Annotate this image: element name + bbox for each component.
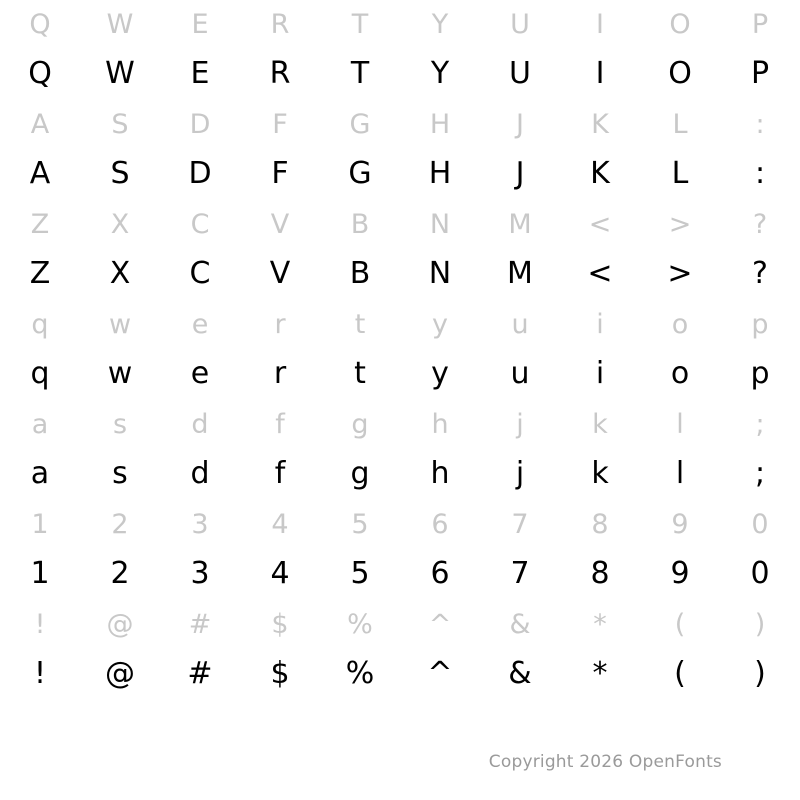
glyph-cell: J	[515, 156, 525, 191]
glyph-cell: l	[676, 408, 684, 440]
glyph-row-ghost	[0, 500, 800, 548]
glyph-cell: D	[189, 108, 211, 140]
glyph-cell: Q	[28, 56, 52, 91]
glyph-cell: g	[350, 456, 370, 491]
glyph-cell: R	[269, 56, 291, 91]
glyph-cell: 7	[510, 556, 530, 591]
glyph-cell: (	[674, 608, 686, 640]
glyph-cell: p	[751, 308, 769, 340]
glyph-cell: F	[272, 108, 288, 140]
glyph-cell: S	[110, 156, 130, 191]
glyph-cell: I	[595, 56, 605, 91]
glyph-cell: C	[189, 256, 211, 291]
glyph-cell: a	[31, 408, 49, 440]
glyph-cell: 2	[110, 556, 130, 591]
glyph-cell: !	[33, 656, 47, 691]
glyph-cell: ^	[428, 608, 452, 640]
glyph-cell: K	[590, 156, 610, 191]
glyph-cell: C	[190, 208, 210, 240]
glyph-cell: U	[509, 56, 531, 91]
glyph-cell: %	[347, 608, 373, 640]
glyph-cell: A	[30, 108, 50, 140]
glyph-cell: y	[432, 308, 448, 340]
glyph-cell: 0	[751, 508, 769, 540]
glyph-cell: e	[190, 356, 210, 391]
glyph-cell: 6	[430, 556, 450, 591]
glyph-cell: <	[587, 256, 613, 291]
glyph-cell: $	[271, 608, 289, 640]
glyph-cell: u	[511, 308, 529, 340]
glyph-cell: 4	[270, 556, 290, 591]
glyph-cell: ^	[427, 656, 453, 691]
glyph-cell: :	[755, 108, 765, 140]
glyph-cell: H	[428, 156, 452, 191]
glyph-cell: 6	[431, 508, 449, 540]
glyph-cell: T	[350, 56, 370, 91]
glyph-cell: k	[592, 408, 608, 440]
glyph-cell: j	[516, 408, 524, 440]
glyph-cell: N	[429, 208, 451, 240]
glyph-row-main	[0, 548, 800, 600]
glyph-cell: q	[30, 356, 50, 391]
glyph-cell: :	[754, 156, 766, 191]
glyph-row-ghost	[0, 100, 800, 148]
glyph-cell: A	[29, 156, 51, 191]
glyph-cell: >	[667, 256, 693, 291]
glyph-cell: L	[672, 108, 688, 140]
glyph-cell: o	[670, 356, 690, 391]
glyph-cell: q	[31, 308, 49, 340]
glyph-cell: 3	[190, 556, 210, 591]
glyph-cell: w	[108, 308, 132, 340]
glyph-cell: J	[516, 108, 524, 140]
glyph-cell: L	[671, 156, 689, 191]
glyph-cell: s	[112, 456, 128, 491]
glyph-cell: h	[430, 456, 450, 491]
glyph-cell: 0	[750, 556, 770, 591]
glyph-cell: B	[349, 256, 371, 291]
glyph-cell: %	[345, 656, 375, 691]
glyph-cell: s	[112, 408, 128, 440]
glyph-cell: >	[668, 208, 692, 240]
glyph-cell: X	[110, 208, 130, 240]
glyph-cell: 4	[271, 508, 289, 540]
glyph-cell: N	[428, 256, 452, 291]
glyph-cell: Y	[430, 56, 450, 91]
glyph-cell: 5	[350, 556, 370, 591]
glyph-cell: j	[515, 456, 525, 491]
glyph-cell: Z	[30, 208, 50, 240]
glyph-cell: S	[111, 108, 129, 140]
glyph-cell: o	[671, 308, 689, 340]
glyph-cell: ;	[755, 408, 765, 440]
glyph-cell: g	[351, 408, 369, 440]
glyph-cell: E	[191, 8, 209, 40]
glyph-cell: 2	[111, 508, 129, 540]
glyph-row-ghost	[0, 300, 800, 348]
glyph-cell: 5	[351, 508, 369, 540]
glyph-cell: #	[187, 656, 213, 691]
glyph-cell: I	[596, 8, 604, 40]
glyph-cell: w	[107, 356, 133, 391]
glyph-cell: 9	[671, 508, 689, 540]
glyph-cell: M	[507, 256, 533, 291]
glyph-cell: t	[354, 308, 366, 340]
glyph-cell: 9	[670, 556, 690, 591]
glyph-cell: G	[349, 108, 371, 140]
glyph-cell: H	[429, 108, 451, 140]
glyph-cell: 8	[590, 556, 610, 591]
glyph-cell: B	[350, 208, 370, 240]
glyph-cell: !	[34, 608, 46, 640]
glyph-cell: f	[275, 408, 285, 440]
glyph-cell: 1	[31, 508, 49, 540]
glyph-cell: &	[508, 656, 532, 691]
glyph-cell: W	[105, 56, 135, 91]
glyph-cell: M	[508, 208, 532, 240]
glyph-cell: D	[188, 156, 212, 191]
glyph-row-ghost	[0, 0, 800, 48]
glyph-cell: k	[591, 456, 609, 491]
glyph-cell: V	[269, 256, 291, 291]
glyph-cell: l	[675, 456, 685, 491]
glyph-row-main	[0, 448, 800, 500]
glyph-cell: O	[669, 8, 691, 40]
glyph-cell: <	[588, 208, 612, 240]
glyph-cell: U	[510, 8, 530, 40]
copyright-notice: Copyright 2026 OpenFonts	[488, 752, 722, 772]
glyph-cell: K	[591, 108, 609, 140]
glyph-cell: P	[751, 8, 769, 40]
glyph-cell: 3	[191, 508, 209, 540]
glyph-cell: y	[431, 356, 449, 391]
glyph-row-main	[0, 148, 800, 200]
glyph-cell: P	[750, 56, 770, 91]
glyph-cell: R	[270, 8, 290, 40]
glyph-row-ghost	[0, 200, 800, 248]
glyph-cell: V	[270, 208, 290, 240]
glyph-cell: r	[273, 356, 287, 391]
glyph-cell: 7	[511, 508, 529, 540]
glyph-cell: h	[431, 408, 449, 440]
glyph-cell: O	[668, 56, 692, 91]
glyph-row-main	[0, 48, 800, 100]
glyph-cell: &	[509, 608, 531, 640]
glyph-row-main	[0, 648, 800, 700]
glyph-cell: t	[354, 356, 366, 391]
glyph-cell: r	[274, 308, 286, 340]
glyph-cell: W	[106, 8, 134, 40]
glyph-cell: a	[30, 456, 50, 491]
glyph-cell: f	[274, 456, 286, 491]
glyph-cell: )	[754, 656, 766, 691]
glyph-cell: F	[271, 156, 289, 191]
glyph-cell: 1	[30, 556, 50, 591]
glyph-cell: *	[593, 608, 607, 640]
glyph-cell: @	[105, 656, 135, 691]
glyph-row-main	[0, 248, 800, 300]
glyph-cell: i	[596, 308, 604, 340]
glyph-cell: ;	[754, 456, 766, 491]
glyph-row-main	[0, 348, 800, 400]
glyph-cell: e	[191, 308, 209, 340]
glyph-cell: )	[754, 608, 766, 640]
glyph-row-ghost	[0, 400, 800, 448]
glyph-cell: X	[109, 256, 131, 291]
glyph-cell: G	[348, 156, 372, 191]
glyph-cell: d	[190, 456, 210, 491]
glyph-cell: ?	[752, 256, 768, 291]
glyph-cell: p	[750, 356, 770, 391]
glyph-cell: E	[190, 56, 210, 91]
glyph-cell: *	[592, 656, 608, 691]
glyph-cell: Y	[431, 8, 449, 40]
glyph-cell: T	[351, 8, 369, 40]
glyph-row-ghost	[0, 600, 800, 648]
glyph-cell: 8	[591, 508, 609, 540]
glyph-cell: u	[510, 356, 530, 391]
glyph-cell: (	[674, 656, 686, 691]
glyph-cell: ?	[752, 208, 768, 240]
glyph-cell: Q	[29, 8, 51, 40]
glyph-cell: i	[595, 356, 605, 391]
glyph-cell: #	[188, 608, 212, 640]
glyph-cell: @	[106, 608, 134, 640]
glyph-cell: d	[191, 408, 209, 440]
glyph-cell: $	[270, 656, 290, 691]
glyph-cell: Z	[29, 256, 51, 291]
